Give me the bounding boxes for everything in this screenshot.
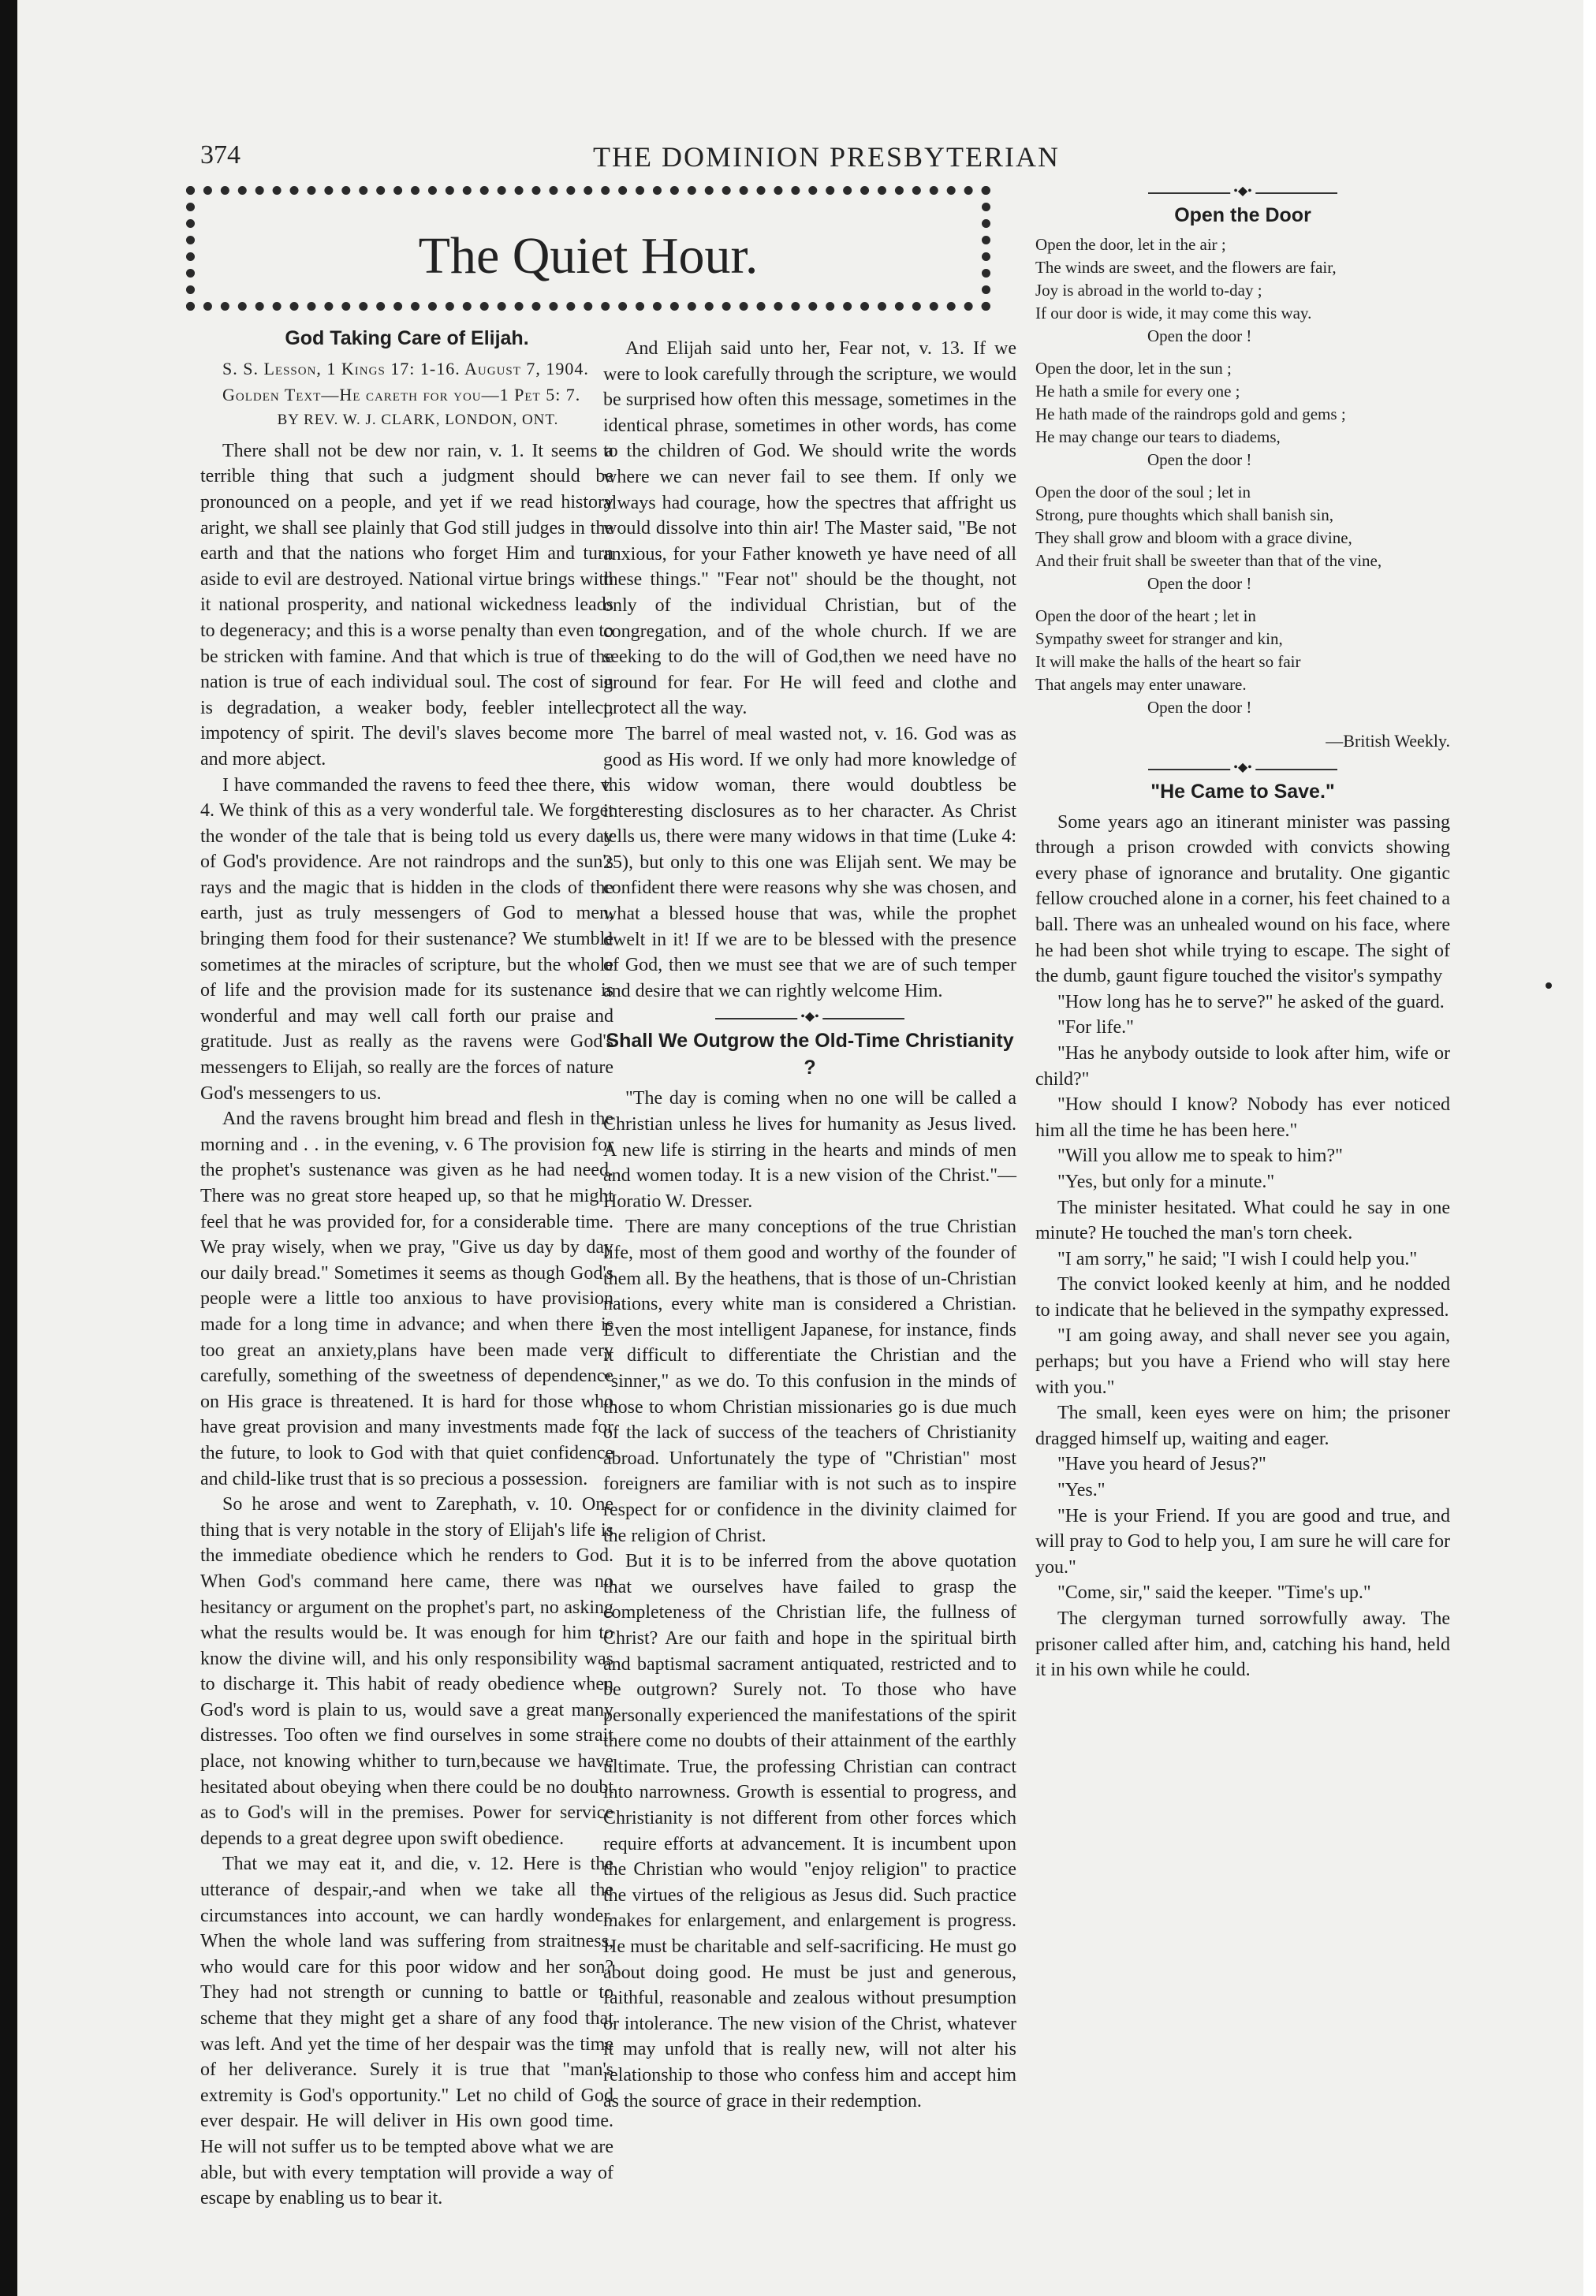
paragraph: "I am sorry," he said; "I wish I could help you.": [1057, 1248, 1418, 1269]
poem-line: Strong, pure thoughts which shall banish sin,: [1035, 505, 1333, 524]
poem-credit: —British Weekly.: [1326, 731, 1450, 751]
scan-edge: [0, 0, 17, 2296]
paragraph: There are many conceptions of the true Christian life, most of them good and worthy of the founder of them all. By the heathens, that is those of un-Christian nations, every white man is considered a Christian. Even the most intelligent Japanese, for instance, finds it difficult to differentiate the Christian and the "sinner," as we do. To this confusion in the minds of those to whom Christian missionaries go is due much of the lack of success of the teachers of Christianity abroad. Unfortunately the type of "Christian" most foreigners are familiar with is not such as to inspire respect for or confidence in the divinity claimed for the religion of Christ.: [603, 1217, 1016, 1546]
paragraph: That we may eat it, and die, v. 12. Here is the utterance of despair,-and when we take all the circumstances into account, we can hardly wonder. When the whole land was suffering from straitness, who would care for this poor widow and her son? They had not strength or cunning to battle or to scheme that they might get a share of any food that was left. And yet the time of her despair was the time of her deliverance. Surely it is true that "man's extremity is God's opportunity." Let no child of God ever despair. He will deliver in His own good time. He will not suffer us to be tempted above what we are able, but with every temptation will provide a way of escape by enabling us to bear it.: [200, 1854, 613, 2209]
article-title: God Taking Care of Elijah.: [285, 327, 529, 349]
paragraph: "I am going away, and shall never see you again, perhaps; but you have a Friend who will stay here with you.": [1035, 1325, 1450, 1398]
poem-stanza: [1035, 481, 1450, 595]
poem-refrain: Open the door !: [1147, 450, 1252, 469]
publication-title: THE DOMINION PRESBYTERIAN: [593, 141, 1060, 173]
article-title: "He Came to Save.": [1150, 780, 1335, 803]
paragraph: "How long has he to serve?" he asked of the guard.: [1057, 991, 1445, 1012]
poem-stanza: [1035, 357, 1450, 472]
poem-line: Sympathy sweet for stranger and kin,: [1035, 629, 1283, 648]
paragraph: And Elijah said unto her, Fear not, v. 13. If we were to look carefully through the scripture, we would be surprised how often this message, sometimes in the identical phrase, sometimes in other words, has come to the children of God. We should write the words where we can never fail to see them. If only we always had courage, how the spectres that affright us would dissolve into thin air! The Master said, "Be not anxious, for your Father knoweth ye have need of all these things." "Fear not" should be the thought, not only of the individual Christian, but of the congregation, and of the whole church. If we are seeking to do the will of God,then we need have no ground for fear. For He will feed and clothe and protect all the way.: [603, 338, 1016, 719]
poem-line: The winds are sweet, and the flowers are fair,: [1035, 258, 1337, 277]
paragraph: "Come, sir," said the keeper. "Time's up.": [1057, 1582, 1371, 1604]
column-3: [1035, 181, 1450, 1683]
paragraph: Some years ago an itinerant minister was passing through a prison crowded with convicts showing every phase of ignorance and brutality. One gigantic fellow crouched alone in a corner, his feet chained to a ball. There was an unhealed wound on his face, where he had been shot while trying to escape. The sight of the dumb, gaunt figure touched the visitor's sympathy: [1035, 811, 1450, 987]
paragraph: The small, keen eyes were on him; the prisoner dragged himself up, waiting and eager.: [1035, 1403, 1450, 1449]
poem-line: He may change our tears to diadems,: [1035, 427, 1281, 446]
paragraph: I have commanded the ravens to feed thee there, v. 4. We think of this as a very wonderful tale. We forget the wonder of the tale that is being told us every day of God's providence. Are not raindrops and the sun's rays and the magic that is hidden in the clods of the earth, just as truly messengers of God to men, bringing them food for their sustenance? We stumble sometimes at the miracles of scripture, but the whole of life and the provision made for its sustenance is wonderful and may well call forth our praise and gratitude. Just as really as the ravens were God's messengers to Elijah, so really are the forces of nature God's messengers to us.: [200, 774, 613, 1104]
paragraph: The minister hesitated. What could he say in one minute? He touched the man's torn cheek.: [1035, 1197, 1450, 1244]
poem-line: Open the door, let in the air ;: [1035, 235, 1226, 254]
poem-line: If our door is wide, it may come this way.: [1035, 304, 1312, 322]
paragraph: But it is to be inferred from the above quotation that we ourselves have failed to grasp the completeness of the Christian life, the fullness of Christ? Are our faith and hope in the spiritual birth and baptismal sacrament antiquated, restricted and to be outgrown? Surely not. To those who have personally experienced the manifestations of the spirit there come no doubts of their attainment of the earthly ultimate. True, the professing Christian can contract into narrowness. Growth is essential to progress, and Christianity is not different from other forces which require efforts at advancement. It is incumbent upon the Christian who would "enjoy religion" to practice the virtues of the religious as Jesus did. Such practice makes for enlargement, and enlargement is progress. He must be charitable and self-sacrificing. He must go about doing good. He must be just and generous, faithful, reasonable and zealous without presumption or intolerance. The new vision of the Christ, whatever it may unfold that is really new, will not alter his relationship to those who confess him and accept him as the source of grace in their redemption.: [603, 1551, 1016, 2112]
poem-line: And their fruit shall be sweeter than that of the vine,: [1035, 551, 1382, 570]
poem-line: He hath a smile for every one ;: [1035, 382, 1240, 401]
article-title: Shall We Outgrow the Old-Time Christianity ?: [606, 1030, 1014, 1079]
golden-text: Golden Text—He careth for you—1 Pet 5: 7.: [222, 384, 581, 404]
banner-title: The Quiet Hour.: [418, 227, 759, 285]
poem-line: They shall grow and bloom with a grace divine,: [1035, 528, 1352, 547]
paragraph: And the ravens brought him bread and flesh in the morning and . . in the evening, v. 6 The provision for the prophet's sustenance was given as he had need. There was no great store heaped up, so that he might feel that he was provided for, for a considerable time. We pray wisely, when we pray, "Give us day by day our daily bread." Sometimes it seems as though God's people were a little too anxious to have provision made for a long time in advance; and when there is too great an anxiety,plans have been made very carefully, something of the sweetness of dependence on His grace is threatened. It is hard for those who have great provision and many investments made for the future, to look to God with that quiet confidence and child-like trust that is so precious a possession.: [200, 1109, 613, 1489]
paragraph: "Will you allow me to speak to him?": [1057, 1146, 1343, 1167]
poem-title: Open the Door: [1174, 204, 1311, 226]
poem-line: Joy is abroad in the world to-day ;: [1035, 281, 1262, 300]
poem-refrain: Open the door !: [1147, 698, 1252, 717]
poem-stanza: [1035, 605, 1450, 719]
poem-line: Open the door, let in the sun ;: [1035, 359, 1232, 378]
poem-line: Open the door of the soul ; let in: [1035, 483, 1251, 501]
lesson-reference: S. S. Lesson, 1 Kings 17: 1-16. August 7, 1904.: [222, 359, 589, 378]
page-number: 374: [200, 140, 241, 170]
poem-refrain: Open the door !: [1147, 574, 1252, 593]
column-2: [603, 336, 1016, 2114]
poem-line: It will make the halls of the heart so fair: [1035, 652, 1301, 671]
paragraph: "How should I know? Nobody has ever noticed him all the time he has been here.": [1035, 1094, 1450, 1141]
paragraph: There shall not be dew nor rain, v. 1. It seems a terrible thing that such a judgment should be pronounced on a people, and yet if we read history aright, we shall see plainly that God still judges in the earth and that the nations who forget Him and turn aside to evil are destroyed. National virtue brings with it national prosperity, and national wickedness leads to degeneracy; and this is a worse penalty than even to be stricken with famine. And that which is true of the nation is true of each individual soul. The cost of sin is degradation, a weaker body, feebler intellect, impotency of spirit. The devil's slaves become more and more abject.: [200, 440, 613, 770]
ink-speck: [1546, 982, 1552, 989]
paragraph: "He is your Friend. If you are good and true, and will pray to God to help you, I am sure he will care for you.": [1035, 1505, 1450, 1578]
paragraph: The barrel of meal wasted not, v. 16. God was as good as His word. If we only had more knowledge of this widow woman, there would doubtless be interesting disclosures as to her character. As Christ tells us, there were many widows in that time (Luke 4: 25), but only to this one was Elijah sent. We may be confident there were reasons why she was chosen, and what a blessed house that was, while the prophet dwelt in it! If we are to be blessed with the presence of God, then we must see that we are of such temper and desire that we can rightly welcome Him.: [603, 723, 1016, 1001]
quiet-hour-banner: [186, 186, 990, 311]
paragraph: "Yes.": [1057, 1480, 1106, 1501]
poem-line: He hath made of the raindrops gold and gems ;: [1035, 404, 1346, 423]
poem-stanza: [1035, 233, 1450, 348]
section-divider: [1148, 192, 1337, 194]
byline: BY REV. W. J. CLARK, LONDON, ONT.: [277, 412, 559, 429]
section-divider: [1148, 769, 1337, 770]
paragraph: So he arose and went to Zarephath, v. 10. One thing that is very notable in the story of Elijah's life is the immediate obedience which he renders to God. When God's command here came, there was no hesitancy or argument on the prophet's part, no asking what the results would be. It was enough for him to know the divine will, and his only responsibility was to discharge it. This habit of ready obedience when God's word is plain to us, would save a great many distresses. Too often we find ourselves in some strait place, not knowing whither to turn,because we have hesitated about obeying when there could be no doubt as to God's will in the premises. Power for service depends to a great degree upon swift obedience.: [200, 1494, 613, 1849]
poem-line: That angels may enter unaware.: [1035, 675, 1247, 694]
poem-line: Open the door of the heart ; let in: [1035, 606, 1256, 625]
paragraph: The clergyman turned sorrowfully away. The prisoner called after him, and, catching his hand, held it in his own while he could.: [1035, 1608, 1450, 1681]
paragraph: "The day is coming when no one will be called a Christian unless he lives for humanity as Jesus lived. A new life is stirring in the hearts and minds of men and women today. It is a new vision of the Christ."—Horatio W. Dresser.: [603, 1088, 1016, 1212]
poem-refrain: Open the door !: [1147, 326, 1252, 345]
paragraph: "Have you heard of Jesus?": [1057, 1454, 1266, 1475]
paragraph: The convict looked keenly at him, and he nodded to indicate that he believed in the sympathy expressed.: [1035, 1274, 1450, 1321]
column-1: [200, 325, 613, 2212]
paragraph: "Yes, but only for a minute.": [1057, 1171, 1275, 1192]
paragraph: "Has he anybody outside to look after him, wife or child?": [1035, 1042, 1450, 1090]
newspaper-page: [17, 0, 1583, 2296]
section-divider: [715, 1018, 904, 1019]
paragraph: "For life.": [1057, 1017, 1134, 1038]
